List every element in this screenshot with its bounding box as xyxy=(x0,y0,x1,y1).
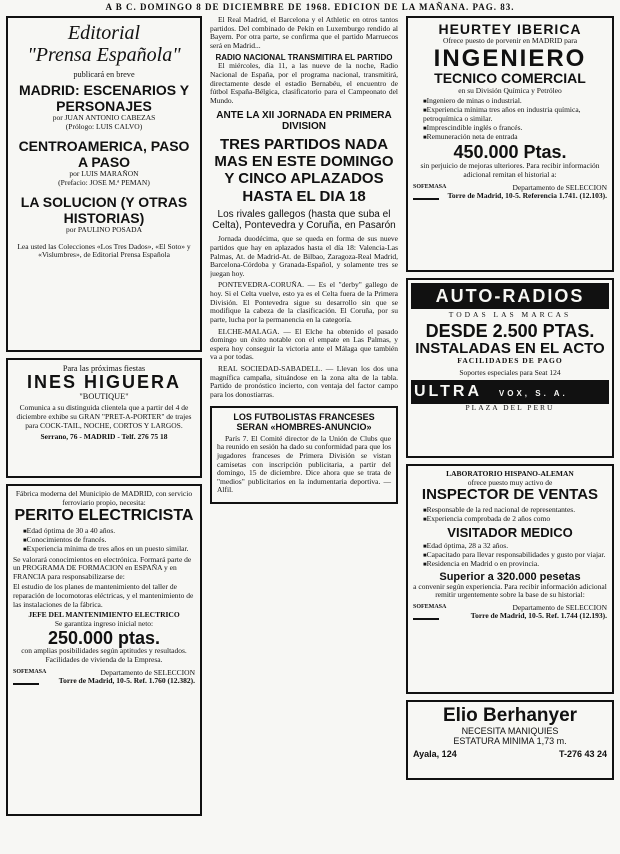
elio-need: NECESITA MANIQUIES xyxy=(461,725,559,736)
perito-report: JEFE DEL MANTENIMIENTO ELECTRICO xyxy=(28,610,180,620)
sofemasa-logo: SOFEMASA xyxy=(13,669,39,685)
perito-income-label: Se garantiza ingreso inicial neto: xyxy=(54,618,154,628)
requirement-item: ■ Edad óptima de 30 a 40 años. xyxy=(23,527,195,536)
laboratorio-ad xyxy=(406,464,614,694)
requirement-item: ■ Residencia en Madrid o en provincia. xyxy=(423,560,607,569)
heurtey-ad xyxy=(406,16,614,272)
book-author: por PAULINO POSADA xyxy=(66,225,142,235)
ines-text: Comunica a su distinguida clientela que a partir del 4 de diciembre exhibe su GRAN "PRET-A-PORTER" de trajes para COCK-TAIL, NOCHE, CORTOS Y LARGOS. xyxy=(16,403,192,430)
lab-addr: Torre de Madrid, 10-5. Ref. 1.744 (12.193). xyxy=(470,611,607,621)
page-header: A B C. DOMINGO 8 DE DICIEMBRE DE 1968. EDICION DE LA MAÑANA. PAG. 83. xyxy=(105,2,515,12)
article-paragraph: ELCHE-MALAGA. — El Elche ha obtenido el pasado domingo un éxito notable con el empate en Las Palmas, y espera hoy conseguir la victoria ante el Málaga que también va a por todas. xyxy=(210,326,398,362)
ines-address: Serrano, 76 - MADRID - Telf. 276 75 18 xyxy=(40,432,168,442)
perito-contact xyxy=(43,669,195,686)
french-footballers-box xyxy=(210,406,398,505)
article-subheadline: Los rivales gallegos (hasta que suba el Celta), Pontevedra y Coruña, en Pasarón xyxy=(212,208,396,232)
column-middle xyxy=(210,16,398,850)
requirement-item: ■ Experiencia mínima de tres años en un puesto similar. xyxy=(23,545,195,554)
perito-income-note: con amplias posibilidades según aptitudes y resultados. xyxy=(21,646,187,656)
elio-footer xyxy=(413,749,607,759)
heurtey-contact xyxy=(443,184,607,201)
lab-name: LABORATORIO HISPANO-ALEMAN xyxy=(446,469,574,478)
perito-program: Se valorará conocimientos en electrónica. Formará parte de un PROGRAMA DE FORMACION en ESPAÑA y en FRANCIA para responsabilizarse de: xyxy=(13,554,192,581)
elio-name: Elio Berhanyer xyxy=(442,705,578,726)
auto-install: INSTALADAS EN EL ACTO xyxy=(415,339,605,357)
editorial-brand: "Prensa Española" xyxy=(27,44,181,66)
perito-addr: Torre de Madrid, 10-5. Ref. 1.760 (12.382). xyxy=(58,676,195,686)
heurtey-addr: Torre de Madrid, 10-5. Referencia 1.741. (12.103). xyxy=(447,191,607,201)
requirement-item: ■ Remuneración neta de entrada xyxy=(423,133,607,142)
perito-requirements xyxy=(23,527,195,554)
heurtey-division: en su División Química y Petróleo xyxy=(458,85,562,95)
article-headline: TRES PARTIDOS NADA MAS EN ESTE DOMINGO Y CINCO APLAZADOS HASTA EL DIA 18 xyxy=(214,135,394,205)
heurtey-footer xyxy=(413,184,607,201)
perito-footer xyxy=(13,669,195,686)
article-top-text: El Real Madrid, el Barcelona y el Athletic en otros tantos partidos. Del combinado de Pekín en Luxemburgo rendido al Bayern. Por otra parte, se confirma que el partido Marruecos será en Madrid... xyxy=(210,16,398,50)
auto-radios-ad xyxy=(406,278,614,458)
perito-duties: El estudio de los planes de mantenimiento del taller de reparación de locomotoras eléctricas, y el mantenimiento de las instalaciones de la fábrica. xyxy=(13,582,194,609)
requirement-item: ■ Edad óptima, 28 a 32 años. xyxy=(423,542,607,551)
perito-intro: Fábrica moderna del Municipio de MADRID, con servicio ferroviario propio, necesita: xyxy=(15,489,193,507)
column-left xyxy=(6,16,202,850)
auto-price: DESDE 2.500 PTAS. xyxy=(425,320,595,341)
heurtey-dept: Departamento de SELECCION xyxy=(512,182,607,192)
collections-note: Lea usted las Colecciones «Los Tres Dados», «El Soto» y «Vislumbres», de Editorial Prensa Española xyxy=(17,241,191,260)
perito-housing: Facilidades de vivienda de la Empresa. xyxy=(45,655,163,665)
ines-boutique: "BOUTIQUE" xyxy=(79,392,129,402)
publish-note: publicará en breve xyxy=(73,70,135,79)
editorial-title: Editorial xyxy=(67,22,141,44)
radio-text: El miércoles, día 11, a las nueve de la noche, Radio Nacional de España, por el programa nacional, transmitirá, directamente desde el estadio Bernabéu, el encuentro de fútbol España-Bélgica, clasificatorio para el Campeonato del Mundo. xyxy=(210,61,398,105)
requirement-item: ■ Capacitado para llevar responsabilidades y gusto por viajar. xyxy=(423,551,607,560)
heurtey-requirements xyxy=(423,97,607,141)
requirement-item: ■ Conocimientos de francés. xyxy=(23,536,195,545)
lab-contact xyxy=(443,604,607,621)
auto-brand-sub: VOX, S. A. xyxy=(498,389,568,399)
book-prologue: (Prefacio: JOSE M.ª PEMAN) xyxy=(58,177,150,187)
heurtey-name: HEURTEY IBERICA xyxy=(438,21,582,37)
book-author: por JUAN ANTONIO CABEZAS xyxy=(52,113,156,123)
sofemasa-logo: SOFEMASA xyxy=(413,604,439,620)
heurtey-note: sin perjuicio de mejoras ulteriores. Para recibir información adicional remitan el historial a: xyxy=(420,161,600,179)
elio-height: ESTATURA MINIMA 1,73 m. xyxy=(453,736,567,747)
book-prologue: (Prólogo: LUIS CALVO) xyxy=(65,121,143,131)
ines-intro: Para las próximas fiestas xyxy=(62,364,146,373)
auto-payment: FACILIDADES DE PAGO xyxy=(457,356,563,366)
lab-requirements2 xyxy=(423,542,607,569)
ines-name: INES HIGUERA xyxy=(26,372,182,393)
elio-tel: T-276 43 24 xyxy=(558,749,607,760)
heurtey-amount: 450.000 Ptas. xyxy=(453,142,567,163)
lab-offer: ofrece puesto muy activo de xyxy=(467,477,553,487)
editorial-ad xyxy=(6,16,202,352)
lab-note: a convenir según experiencia. Para recibir información adicional remitir urgentemente sobre la base de su historial: xyxy=(413,581,607,600)
lab-requirements xyxy=(423,506,607,524)
perito-amount: 250.000 ptas. xyxy=(47,627,161,648)
radio-headline: RADIO NACIONAL TRANSMITIRA EL PARTIDO xyxy=(215,52,393,62)
requirement-item: ■ Imprescindible inglés o francés. xyxy=(423,124,607,133)
perito-ad xyxy=(6,484,202,816)
requirement-item: ■ Experiencia comprobada de 2 años como xyxy=(423,515,607,524)
auto-brand: ULTRA xyxy=(414,383,482,401)
perito-dept: Departamento de SELECCION xyxy=(100,667,195,677)
box-headline: LOS FUTBOLISTAS FRANCESES SERAN «HOMBRES-ANUNCIO» xyxy=(233,411,375,432)
auto-subtitle: TODAS LAS MARCAS xyxy=(448,310,572,320)
lab-dept: Departamento de SELECCION xyxy=(512,602,607,612)
auto-brand-bar xyxy=(411,380,609,404)
auto-title: AUTO-RADIOS xyxy=(411,283,609,309)
requirement-item: ■ Responsable de la red nacional de representantes. xyxy=(423,506,607,515)
article-kicker: ANTE LA XII JORNADA EN PRIMERA DIVISION xyxy=(216,109,392,132)
lab-income: Superior a 320.000 pesetas xyxy=(439,570,581,583)
auto-support: Soportes especiales para Seat 124 xyxy=(459,367,561,377)
elio-berhanyer-ad xyxy=(406,700,614,780)
requirement-item: ■ Ingeniero de minas o industrial. xyxy=(423,97,607,106)
perito-title: PERITO ELECTRICISTA xyxy=(14,507,194,525)
auto-place: PLAZA DEL PERU xyxy=(465,403,555,413)
heurtey-subtitle: TECNICO COMERCIAL xyxy=(434,70,586,87)
article-paragraph: Jornada duodécima, que se queda en forma de sus nueve partidos que hay en aplazados hasta el día 18: Valencia-Las Palmas, At. de Madrid-At. de Bilbao, Zaragoza-Real Madrid, Barcelona-Córdoba y Granada-Español, y solamente tres se juegan hoy. xyxy=(210,234,398,278)
heurtey-title: INGENIERO xyxy=(433,45,587,73)
lab-title: INSPECTOR DE VENTAS xyxy=(421,486,599,504)
elio-addr: Ayala, 124 xyxy=(413,749,457,760)
book-author: por LUIS MARAÑON xyxy=(69,169,139,179)
article-paragraph: PONTEVEDRA-CORUÑA. — Es el "derby" gallego de hoy. Si el Celta vuelve, esto ya es el Celta fuera de la Primera División. El Pontevedra sigue su desarrollo sin que se modifique la cabeza de la clasificación. El Coruña, por su parte, lucha por la permanencia en la categoría. xyxy=(210,280,398,324)
lab-title2: VISITADOR MEDICO xyxy=(447,524,573,540)
book-title-madrid: MADRID: ESCENARIOS Y PERSONAJES xyxy=(18,82,190,114)
heurtey-offer: Ofrece puesto de porvenir en MADRID para xyxy=(442,36,578,46)
requirement-item: ■ Experiencia mínima tres años en industria química, petroquímica o similar. xyxy=(423,106,607,124)
column-right xyxy=(406,16,614,850)
book-title-centroamerica: CENTROAMERICA, PASO A PASO xyxy=(18,138,190,170)
sofemasa-logo: SOFEMASA xyxy=(413,184,439,200)
book-title-solucion: LA SOLUCION (Y OTRAS HISTORIAS) xyxy=(20,194,188,226)
box-text: París 7. El Comité director de la Unión de Clubs que ha reunido en sesión ha dado su conformidad para que los jugadores franceses de Primera División se vistan camisetas con inscripción publicitaria, a partir del domingo, 15 de diciembre. Dice ahora que se trata de "medios" publicitarios en la indumentaria deportiva. — Alfil. xyxy=(217,433,391,495)
article-paragraph: REAL SOCIEDAD-SABADELL. — Llevan los dos una magnífica campaña, situándose en la zona alta de la tabla. Partido de pronóstico incierto, con ventaja del factor campo para los donostiarras. xyxy=(210,364,398,399)
ines-higuera-ad xyxy=(6,358,202,478)
lab-footer xyxy=(413,604,607,621)
